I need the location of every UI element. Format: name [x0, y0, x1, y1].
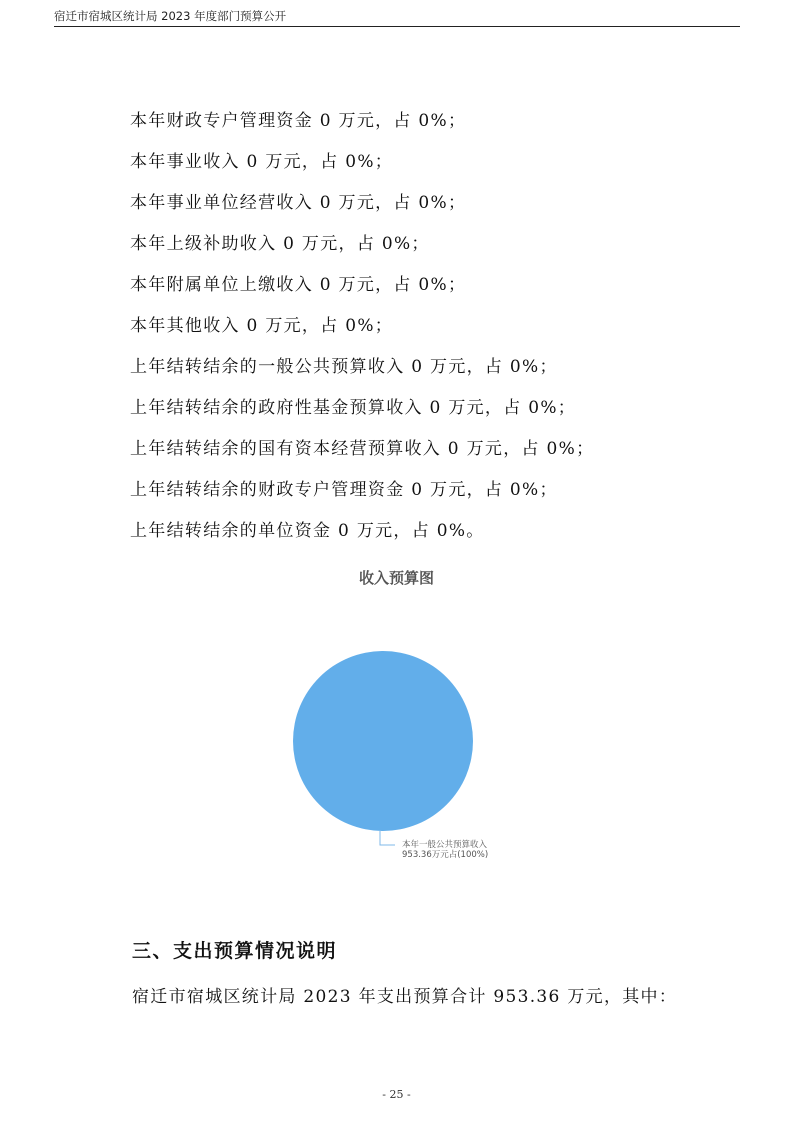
list-item: 本年事业单位经营收入 0 万元，占 0%；	[130, 193, 467, 213]
pie-slice-label-line2: 953.36万元占(100%)	[402, 850, 489, 860]
pie-slice-label-line1: 本年一般公共预算收入	[402, 840, 488, 850]
section-heading: 三、支出预算情况说明	[132, 940, 338, 962]
pie-slice-label	[402, 840, 488, 860]
list-item: 上年结转结余的国有资本经营预算收入 0 万元，占 0%；	[130, 439, 595, 459]
list-item: 本年附属单位上缴收入 0 万元，占 0%；	[130, 275, 467, 295]
chart-title: 收入预算图	[358, 569, 434, 587]
section-paragraph: 宿迁市宿城区统计局 2023 年支出预算合计 953.36 万元，其中：	[132, 987, 678, 1007]
list-item: 本年财政专户管理资金 0 万元，占 0%；	[130, 111, 467, 131]
list-item: 本年其他收入 0 万元，占 0%；	[130, 316, 394, 336]
list-item: 上年结转结余的财政专户管理资金 0 万元，占 0%；	[130, 480, 558, 500]
pie-slice	[293, 651, 473, 831]
list-item: 本年事业收入 0 万元，占 0%；	[130, 152, 394, 172]
page-number: - 25 -	[382, 1088, 411, 1101]
list-item: 上年结转结余的一般公共预算收入 0 万元，占 0%；	[130, 357, 558, 377]
pie-leader-line	[380, 830, 395, 845]
page-header: 宿迁市宿城区统计局 2023 年度部门预算公开	[54, 9, 287, 23]
list-item: 上年结转结余的政府性基金预算收入 0 万元，占 0%；	[130, 398, 577, 418]
list-item: 本年上级补助收入 0 万元，占 0%；	[130, 234, 430, 254]
pie-slices	[293, 651, 473, 831]
list-item: 上年结转结余的单位资金 0 万元，占 0%。	[130, 521, 485, 541]
